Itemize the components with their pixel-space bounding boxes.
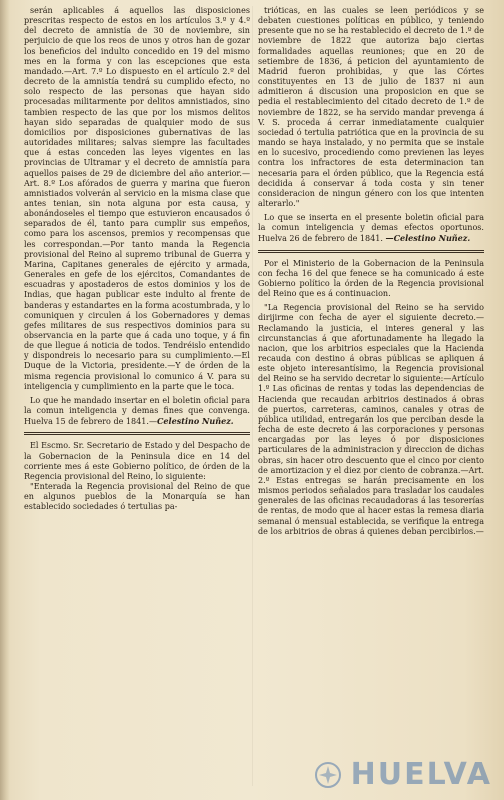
section-divider [258, 250, 484, 253]
page-binding-edge [0, 0, 10, 800]
paragraph-public-works-decree: "La Regencia provisional del Reino se ha servido dirijirme con fecha de ayer el siguiente decreto.—Reclamando la justicia, el interes general y las circunstancias á que afortunadamente ha llegado la nacion, que los arbitrios especiales que la Hacienda recauda con destino á obras públicas se apliquen á este objeto interesantísimo, la Regencia provisional del Reino se ha servido decretar lo siguiente:—Artículo 1.º Las oficinas de rentas y todas las dependencias de Hacienda que recaudan arbitrios destinados á obras de puertos, carreteras, caminos, canales y otras de pública utilidad, entregarán los que perciban desde la fecha de este decreto á las corporaciones y personas encargadas por las leyes ó por disposiciones particulares de la administracion y direccion de dichas obras, sin hacer otro descuento que el cinco por ciento de amortizacion y el diez por ciento de cobranza.—Art. 2.º Estas entregas se harán precisamente en los mismos periodos señalados para trasladar los caudales generales de las oficinas recaudadoras á las tesorerías de rentas, de modo que al hacer estas la remesa diaria semanal ó mensual establecida, se verifique la entrega de los arbitrios de obras á quienes deban percibirlos.— [258, 303, 484, 536]
insertion-note-text: Lo que se inserta en el presente boletin oficial para la comun inteligencia y demas efectos oportunos. Huelva 26 de febrero de 1841. [258, 213, 484, 244]
left-column [24, 6, 250, 513]
paragraph-insertion-note [258, 213, 484, 244]
column-gutter [252, 6, 253, 786]
paragraph-insertion-note [24, 396, 250, 427]
signature: —Celestino Nuñez. [385, 233, 471, 244]
signature: Celestino Nuñez. [157, 416, 234, 427]
paragraph-secretary-notice: El Escmo. Sr. Secretario de Estado y del Despacho de la Gobernacion de la Peninsula dice en 14 del corriente mes á este Gobierno político, de órden de la Regencia provisional del Reino, lo siguiente: [24, 441, 250, 481]
insertion-note-text: Lo que he mandado insertar en el boletin oficial para la comun inteligencia y demas fines que convenga. Huelva 15 de febrero de 1841.— [24, 395, 250, 427]
archive-watermark [313, 757, 492, 792]
paragraph-regency-quote: "Enterada la Regencia provisional del Reino de que en algunos pueblos de la Monarquía se han establecido sociedades ó tertulias pa- [24, 482, 250, 512]
paragraph-patriotic-societies: trióticas, en las cuales se leen periódicos y se debaten cuestiones políticas en público, y teniendo presente que no se ha restablecido el decreto de 1.º de noviembre de 1822 que autoriza bajo ciertas formalidades aquellas reuniones; que en 20 de setiembre de 1836, á peticion del ayuntamiento de Madrid fueron prohibidas, y que las Córtes constituyentes en 13 de julio de 1837 ni aun admitieron á discusion una proposicion en que se pedia el restablecimiento del citado decreto de 1.º de noviembre de 1822, se ha servido mandar prevenga á V. S. proceda á cerrar inmediatamente cualquier sociedad ó tertulia patriótica que en la provincia de su mando se haya instalado, y no permita que se instale en lo sucesivo, procediendo como previenen las leyes contra los infractores de esta determinacion tan necesaria para el órden público, que la Regencia está decidida á conservar á toda costa y sin tener consideracion de ningun género con los que intenten alterarlo." [258, 6, 484, 208]
watermark-text: HUELVA [350, 757, 492, 792]
right-column [258, 6, 484, 537]
paragraph-decree-articles: serán aplicables á aquellos las disposiciones prescritas respecto de estos en los artículos 3.º y 4.º del decreto de amnistía de 30 de noviembre, sin perjuicio de que los reos de unos y otros han de gozar los beneficios del indulto concedido en 19 del mismo mes en la forma y con las escepciones que esta mandado.—Art. 7.º Lo dispuesto en el artículo 2.º del decreto de la amnistía tendrá su cumplido efecto, no solo respecto de las personas que hayan sido procesadas militarmente por delitos amnistiados, sino tambien respecto de las que por los mismos delitos hayan sido separadas de qualquier modo de sus domicilios por disposiciones gubernativas de las autoridades militares; salvas siempre las facultades que á estas conceden las leyes vigentes en las provincias de Ultramar y el decreto de amnistía para aquellos paises de 29 de diciembre del año anterior.—Art. 8.º Los afórados de guerra y marina que fueron amnistiados volverán al servicio en la misma clase que antes tenian, sin nota alguna por esta causa, y abonándoseles el tiempo que estuvieron encausados ó separados de él, tanto para cumplir sus empeños, como para los ascensos, premios y recompensas que les correspondan.—Por tanto manda la Regencia provisional del Reino al supremo tribunal de Guerra y Marina, Capitanes generales de ejército y armada, Generales en gefe de los ejércitos, Comandantes de escuadras y apostaderos de estos dominios y los de Indias, que hagan publicar este indulto al frente de banderas y estandartes en la forma acostumbrada, y lo comuniquen y circulen á los Gobernadores y demas gefes militares de sus respectivos dominios para su observancia en la parte que á cada uno toque, y á fin de que llegue á noticia de todos. Tendréislo entendido y dispondreis lo necesario para su cumplimiento.—El Duque de la Victoria, presidente.—Y de órden de la misma regencia provisional lo comunico á V. para su inteligencia y cumplimiento en la parte que le toca. [24, 6, 250, 391]
paragraph-ministry-notice: Por el Ministerio de la Gobernacion de la Peninsula con fecha 16 del que fenece se ha comunicado á este Gobierno político la órden de la Regencia provisional del Reino que es á continuacion. [258, 258, 484, 299]
section-divider [24, 432, 250, 435]
huelva-emblem-icon [313, 760, 343, 790]
